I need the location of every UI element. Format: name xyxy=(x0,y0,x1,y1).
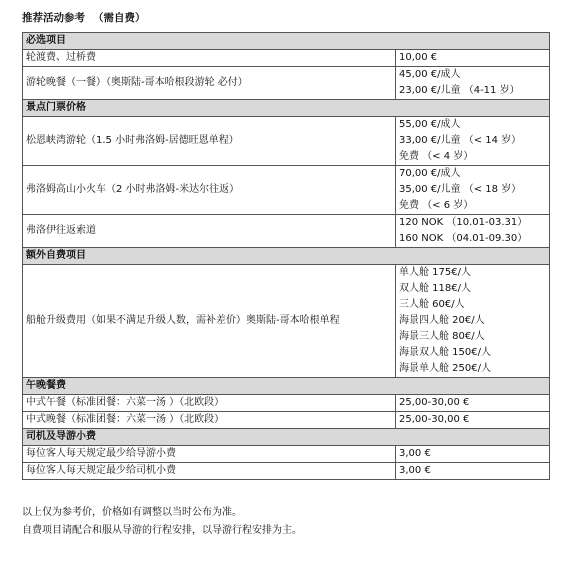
table-row xyxy=(23,117,550,166)
item-name-cell: 弗洛伊往返索道 xyxy=(23,215,396,248)
item-name-cell: 每位客人每天规定最少给司机小费 xyxy=(23,463,396,480)
price-line: 海景四人舱 20€/人 xyxy=(399,315,485,326)
section-heading: 司机及导游小费 xyxy=(23,429,550,446)
price-line: 33,00 €/儿童 （< 14 岁） xyxy=(399,135,522,146)
price-cell xyxy=(396,395,550,412)
price-line: 120 NOK （10.01-03.31） xyxy=(399,217,528,228)
section-header-row xyxy=(23,33,550,50)
price-line: 免费 （< 4 岁） xyxy=(399,151,474,162)
price-line: 免费 （< 6 岁） xyxy=(399,200,474,211)
price-line: 25,00-30,00 € xyxy=(399,397,470,408)
note-line: 以上仅为参考价，价格如有调整以当时公布为准。 xyxy=(22,507,242,518)
price-line: 35,00 €/儿童 （< 18 岁） xyxy=(399,184,522,195)
price-cell xyxy=(396,166,550,215)
note-line: 自费项目请配合和服从导游的行程安排，以导游行程安排为主。 xyxy=(22,525,302,536)
price-line: 25,00-30,00 € xyxy=(399,414,470,425)
section-heading: 额外自费项目 xyxy=(23,248,550,265)
price-line: 23,00 €/儿童 （4-11 岁） xyxy=(399,85,520,96)
price-line: 55,00 €/成人 xyxy=(399,119,461,130)
item-name-cell: 中式晚餐（标准团餐：六菜一汤 ）（北欧段） xyxy=(23,412,396,429)
section-heading: 午晚餐费 xyxy=(23,378,550,395)
price-cell xyxy=(396,50,550,67)
table-row xyxy=(23,67,550,100)
page-title xyxy=(22,10,146,25)
price-line: 三人舱 60€/人 xyxy=(399,299,465,310)
section-header-row xyxy=(23,378,550,395)
price-cell xyxy=(396,117,550,166)
price-table-body xyxy=(23,33,550,480)
price-line: 45,00 €/成人 xyxy=(399,69,461,80)
price-table xyxy=(22,32,550,480)
table-row xyxy=(23,50,550,67)
item-name-cell: 轮渡费、过桥费 xyxy=(23,50,396,67)
price-cell xyxy=(396,463,550,480)
price-line: 10,00 € xyxy=(399,52,438,63)
item-name-cell: 每位客人每天规定最少给导游小费 xyxy=(23,446,396,463)
section-header-row xyxy=(23,100,550,117)
title-text: 推荐活动参考 xyxy=(22,12,85,24)
item-name-cell: 船舱升级费用（如果不满足升级人数，需补差价）奥斯陆-哥本哈根单程 xyxy=(23,265,396,378)
table-row xyxy=(23,395,550,412)
price-cell xyxy=(396,412,550,429)
price-line: 双人舱 118€/人 xyxy=(399,283,471,294)
price-cell xyxy=(396,265,550,378)
section-heading: 景点门票价格 xyxy=(23,100,550,117)
price-line: 160 NOK （04.01-09.30） xyxy=(399,233,528,244)
price-line: 70,00 €/成人 xyxy=(399,168,461,179)
item-name-cell: 松恩峡湾游轮（1.5 小时弗洛姆-居德旺恩单程） xyxy=(23,117,396,166)
price-line: 海景三人舱 80€/人 xyxy=(399,331,485,342)
item-name-cell: 游轮晚餐（一餐）（奥斯陆-哥本哈根段游轮 必付） xyxy=(23,67,396,100)
table-row xyxy=(23,215,550,248)
title-subtitle: （需自费） xyxy=(93,12,146,24)
price-cell xyxy=(396,446,550,463)
price-line: 3,00 € xyxy=(399,448,431,459)
table-row xyxy=(23,412,550,429)
price-cell xyxy=(396,215,550,248)
price-line: 海景单人舱 250€/人 xyxy=(399,363,491,374)
table-row xyxy=(23,446,550,463)
price-line: 单人舱 175€/人 xyxy=(399,267,471,278)
price-line: 3,00 € xyxy=(399,465,431,476)
notes xyxy=(22,504,549,540)
item-name-cell: 中式午餐（标准团餐：六菜一汤 ）（北欧段） xyxy=(23,395,396,412)
price-line: 海景双人舱 150€/人 xyxy=(399,347,491,358)
section-header-row xyxy=(23,429,550,446)
table-row xyxy=(23,166,550,215)
item-name-cell: 弗洛姆高山小火车（2 小时弗洛姆-米达尔往返） xyxy=(23,166,396,215)
table-row xyxy=(23,463,550,480)
table-row xyxy=(23,265,550,378)
price-cell xyxy=(396,67,550,100)
section-header-row xyxy=(23,248,550,265)
section-heading: 必选项目 xyxy=(23,33,550,50)
